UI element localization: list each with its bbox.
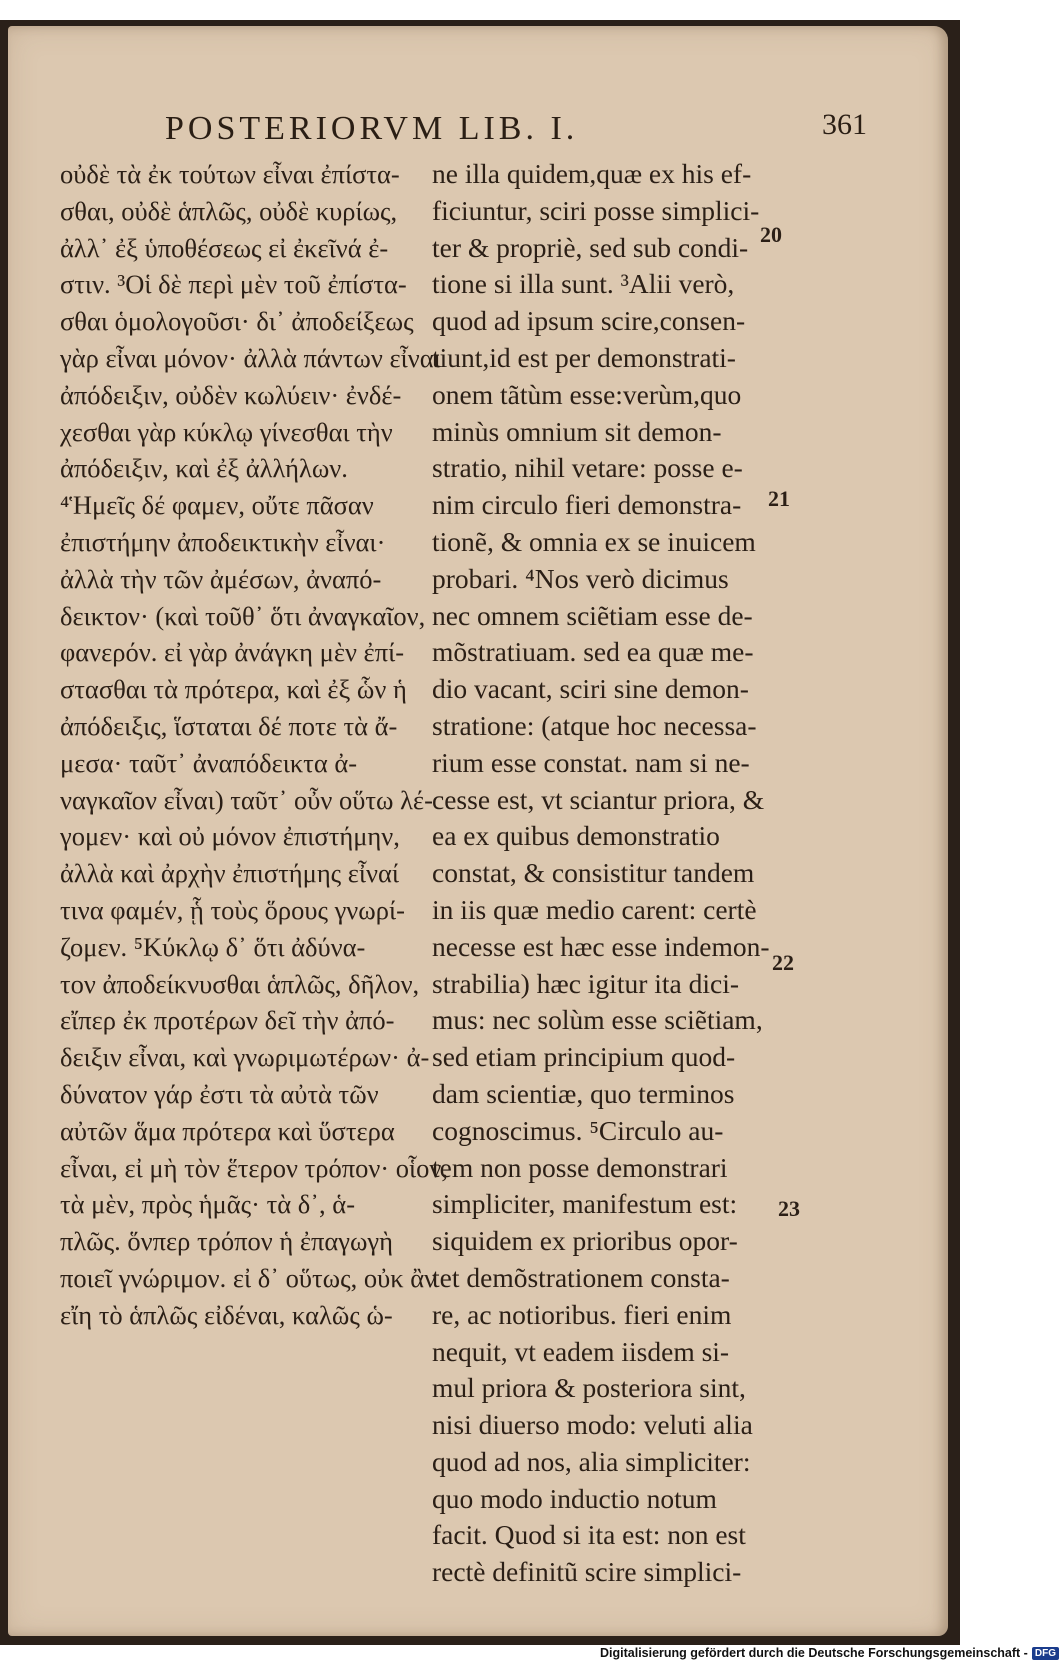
latin-text-line: ficiuntur, sciri posse simplici- xyxy=(432,194,760,226)
greek-text-line: ἀλλ᾽ ἐξ ὑποθέσεως εἰ ἐκεῖνά ἐ- xyxy=(60,232,389,263)
greek-text-line: μεσα· ταῦτ᾽ ἀναπόδεικτα ἀ- xyxy=(60,747,358,778)
greek-text-line: οὐδὲ τὰ ἐκ τούτων εἶναι ἐπίστα- xyxy=(60,159,400,189)
latin-text-line: minùs omnium sit demon- xyxy=(432,415,722,447)
greek-text-line: αὐτῶν ἅμα πρότερα καὶ ὕστερα xyxy=(60,1115,395,1146)
greek-text-line: φανερόν. εἰ γὰρ ἀνάγκη μὲν ἐπί- xyxy=(60,637,405,668)
latin-text-line: nim circulo fieri demonstra- xyxy=(432,489,742,521)
latin-text-line: siquidem ex prioribus opor- xyxy=(432,1225,738,1257)
latin-text-line: tiunt,id est per demonstrati- xyxy=(432,341,736,373)
latin-text-line: strabilia) hæc igitur ita dici- xyxy=(432,967,739,999)
latin-text-line: mus: nec solùm esse sciẽtiam, xyxy=(432,1004,763,1036)
greek-text-line: ἀπόδειξις, ἵσταται δέ ποτε τὰ ἄ- xyxy=(60,710,398,741)
page-number: 361 xyxy=(822,108,867,141)
latin-text-line: simpliciter, manifestum est: xyxy=(432,1188,738,1220)
latin-text-line: tione si illa sunt. ³Alii verò, xyxy=(432,268,735,300)
latin-text-line: cesse est, vt sciantur priora, & xyxy=(432,783,765,815)
margin-number: 22 xyxy=(772,950,794,975)
dfg-logo: DFG xyxy=(1032,1647,1059,1660)
latin-text-line: cognoscimus. ⁵Circulo au- xyxy=(432,1114,724,1146)
greek-text-line: σθαι, οὐδὲ ἁπλῶς, οὐδὲ κυρίως, xyxy=(60,195,398,226)
latin-text-line: facit. Quod si ita est: non est xyxy=(432,1519,746,1551)
margin-number: 21 xyxy=(768,486,790,511)
latin-text-line: sed etiam principium quod- xyxy=(432,1041,736,1073)
greek-text-line: πλῶς. ὅνπερ τρόπον ἡ ἐπαγωγὴ xyxy=(60,1226,393,1257)
latin-text-line: nisi diuerso modo: veluti alia xyxy=(432,1409,753,1441)
greek-text-line: τον ἀποδείκνυσθαι ἁπλῶς, δῆλον, xyxy=(60,968,420,999)
latin-text-line: tionẽ, & omnia ex se inuicem xyxy=(432,525,756,557)
latin-text-line: onem tãtùm esse:verùm,quo xyxy=(432,378,742,410)
greek-text-line: χεσθαι γὰρ κύκλῳ γίνεσθαι τὴν xyxy=(60,416,393,447)
greek-text-line: εἶναι, εἰ μὴ τὸν ἕτερον τρόπον· οἷον, xyxy=(60,1152,448,1183)
latin-text-line: re, ac notioribus. fieri enim xyxy=(432,1298,732,1330)
margin-number: 23 xyxy=(778,1196,800,1221)
greek-text-line: ζομεν. ⁵Κύκλῳ δ᾽ ὅτι ἀδύνα- xyxy=(60,931,366,962)
latin-text-line: constat, & consistitur tandem xyxy=(432,857,755,889)
greek-text-line: τὰ μὲν, πρὸς ἡμᾶς· τὰ δ᾽, ἁ- xyxy=(60,1189,356,1220)
latin-text-line: quo modo inductio notum xyxy=(432,1482,717,1514)
greek-text-line: γομεν· καὶ οὐ μόνον ἐπιστήμην, xyxy=(60,821,400,852)
latin-text-line: mul priora & posteriora sint, xyxy=(432,1372,746,1404)
greek-text-line: ⁴Ἡμεῖς δέ φαμεν, οὔτε πᾶσαν xyxy=(60,490,374,521)
latin-text-line: ne illa quidem,quæ ex his ef- xyxy=(432,158,752,189)
running-head: POSTERIORVM LIB. I. xyxy=(165,110,579,147)
footer-text: Digitalisierung gefördert durch die Deutsche Forschungsgemeinschaft - xyxy=(600,1646,1028,1660)
latin-text-line: quod ad ipsum scire,consen- xyxy=(432,305,746,337)
latin-column xyxy=(432,156,772,1591)
margin-number: 20 xyxy=(760,222,782,247)
latin-text-line: rectè definitũ scire simplici- xyxy=(432,1556,742,1588)
greek-text-line: δεικτον· (καὶ τοῦθ᾽ ὅτι ἀναγκαῖον, xyxy=(60,600,426,631)
latin-text-line: stratione: (atque hoc necessa- xyxy=(432,709,757,741)
latin-text-line: tem non posse demonstrari xyxy=(432,1151,728,1183)
greek-text-line: ποιεῖ γνώριμον. εἰ δ᾽ οὕτως, οὐκ ἂν xyxy=(60,1262,437,1293)
latin-text-line: dio vacant, sciri sine demon- xyxy=(432,673,749,705)
latin-text-line: mõstratiuam. sed ea quæ me- xyxy=(432,636,754,668)
greek-text-line: στασθαι τὰ πρότερα, καὶ ἐξ ὧν ἡ xyxy=(60,674,407,705)
latin-text-line: ter & propriè, sed sub condi- xyxy=(432,231,749,263)
latin-text-line: nec omnem sciẽtiam esse de- xyxy=(432,599,753,631)
greek-text-line: ναγκαῖον εἶναι) ταῦτ᾽ οὖν οὕτω λέ- xyxy=(60,784,433,815)
latin-text-line: ea ex quibus demonstratio xyxy=(432,820,720,852)
greek-text-line: στιν. ³Οἱ δὲ περὶ μὲν τοῦ ἐπίστα- xyxy=(60,269,407,300)
latin-text-line: tet demõstrationem consta- xyxy=(432,1261,730,1293)
latin-text-line: in iis quæ medio carent: certè xyxy=(432,893,757,925)
latin-text-line: stratio, nihil vetare: posse e- xyxy=(432,452,743,484)
greek-text-line: ἀλλὰ καὶ ἀρχὴν ἐπιστήμης εἶναί xyxy=(60,858,400,889)
greek-text-line: γὰρ εἶναι μόνον· ἀλλὰ πάντων εἶναι xyxy=(60,342,441,373)
greek-text-line: δύνατον γάρ ἐστι τὰ αὐτὰ τῶν xyxy=(60,1078,379,1109)
footer-credit xyxy=(600,1646,1059,1660)
latin-text-line: probari. ⁴Nos verò dicimus xyxy=(432,562,729,594)
greek-text-line: δειξιν εἶναι, καὶ γνωριμωτέρων· ἀ- xyxy=(60,1042,430,1073)
latin-text-line: rium esse constat. nam si ne- xyxy=(432,746,750,778)
latin-text-line: quod ad nos, alia simpliciter: xyxy=(432,1445,751,1477)
greek-text-line: ἀπόδειξιν, καὶ ἐξ ἀλλήλων. xyxy=(60,453,348,484)
greek-column xyxy=(60,156,448,1334)
greek-text-line: ἀλλὰ τὴν τῶν ἀμέσων, ἀναπό- xyxy=(60,563,382,594)
latin-text-line: necesse est hæc esse indemon- xyxy=(432,930,770,962)
latin-text-line: nequit, vt eadem iisdem si- xyxy=(432,1335,730,1367)
latin-text-line: dam scientiæ, quo terminos xyxy=(432,1077,735,1109)
greek-text-line: εἴπερ ἐκ προτέρων δεῖ τὴν ἀπό- xyxy=(60,1005,395,1036)
greek-text-line: εἴη τὸ ἁπλῶς εἰδέναι, καλῶς ὡ- xyxy=(60,1299,393,1330)
greek-text-line: ἀπόδειξιν, οὐδὲν κωλύειν· ἐνδέ- xyxy=(60,379,402,410)
greek-text-line: τινα φαμέν, ᾗ τοὺς ὅρους γνωρί- xyxy=(60,894,405,925)
greek-text-line: ἐπιστήμην ἀποδεικτικὴν εἶναι· xyxy=(60,526,386,557)
greek-text-line: σθαι ὁμολογοῦσι· δι᾽ ἀποδείξεως xyxy=(60,306,414,337)
